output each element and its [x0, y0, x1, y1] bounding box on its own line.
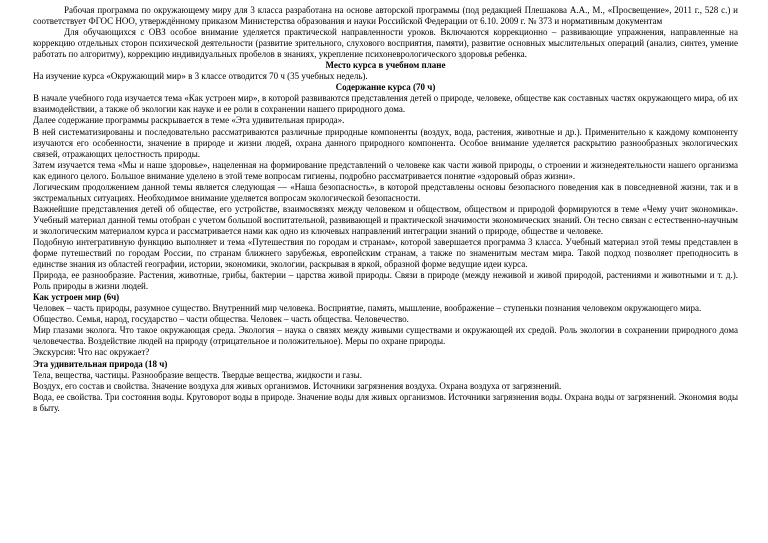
content-paragraph: Логическим продолжением данной темы является следующая — «Наша безопасность», в которой представлены основы безопасного поведения как в повседневной жизни, так и в экстремальных ситуациях. Необходимое внимание уделяется вопросам экологической безопасности.	[33, 181, 738, 203]
content-paragraph: Далее содержание программы раскрывается в теме «Эта удивительная природа».	[33, 115, 345, 126]
course-hours-text: На изучение курса «Окружающий мир» в 3 классе отводится 70 ч (35 учебных недель).	[33, 71, 368, 82]
content-paragraph: Затем изучается тема «Мы и наше здоровье», нацеленная на формирование представлений о человеке как части живой природы, о строении и жизнедеятельности нашего организма как единого целого. Большое внимание уделено в этой теме вопросам гигиены, подробно рассматривается понятие «здоровый образ жизни».	[33, 159, 738, 181]
world-paragraph: Человек – часть природы, разумное существо. Внутренний мир человека. Восприятие, память, мышление, воображение – ступеньки познания человеком окружающего мира.	[33, 303, 702, 314]
world-paragraph: Экскурсия: Что нас окружает?	[33, 347, 150, 358]
content-paragraph: В ней систематизированы и последовательно рассматриваются различные природные компоненты (воздух, вода, растения, животные и др.). Применительно к каждому компоненту изучаются его особенности, значение в природе и жизни людей, охрана данного природного компонента. Особое внимание уделяется раскрытию разнообразных экологических связей, отражающих целостность природы.	[33, 126, 738, 159]
world-paragraph: Общество. Семья, народ, государство – части общества. Человек – часть общества. Человечество.	[33, 314, 409, 325]
nature-paragraph: Воздух, его состав и свойства. Значение воздуха для живых организмов. Источники загрязнения воздуха. Охрана воздуха от загрязнений.	[33, 380, 562, 391]
heading-nature-section: Эта удивительная природа (18 ч)	[33, 358, 168, 369]
document-page	[33, 0, 738, 414]
content-paragraph: В начале учебного года изучается тема «Как устроен мир», в которой развиваются представления детей о природе, человеке, обществе как составных частях окружающего мира, об их взаимодействии, а также об экологии как науке и ее роли в сохранении нашего природного дома.	[33, 93, 738, 115]
world-paragraph: Мир глазами эколога. Что такое окружающая среда. Экология – наука о связях между живыми существами и окружающей их средой. Роль экологии в сохранении природного дома человечества. Воздействие людей на природу (отрицательное и положительное). Меры по охране природы.	[33, 325, 738, 347]
ovz-paragraph: Для обучающихся с ОВЗ особое внимание уделяется практической направленности уроков. Включаются коррекционно – развивающие упражнения, направленные на коррекцию отдельных сторон психической деятельности (развитие зрительного, слухового восприятия, памяти), развитие основных мыслительных операций (анализ, синтез, умение работать по алгоритму), коррекцию индивидуальных пробелов в знаниях, укрепление психоневрологического здоровья ребенка.	[33, 27, 738, 60]
nature-paragraph: Вода, ее свойства. Три состояния воды. Круговорот воды в природе. Значение воды для живых организмов. Источники загрязнения воды. Охрана воды от загрязнений. Экономия воды в быту.	[33, 391, 738, 413]
heading-course-content: Содержание курса (70 ч)	[335, 82, 436, 93]
heading-course-place: Место курса в учебном плане	[325, 60, 446, 71]
nature-paragraph: Тела, вещества, частицы. Разнообразие веществ. Твердые вещества, жидкости и газы.	[33, 369, 362, 380]
heading-world-section: Как устроен мир (6ч)	[33, 292, 120, 303]
content-paragraph: Природа, ее разнообразие. Растения, животные, грибы, бактерии – царства живой природы. Связи в природе (между неживой и живой природой, растениями и животными и т. д.). Роль природы в жизни людей.	[33, 270, 738, 292]
content-paragraph: Подобную интегративную функцию выполняет и тема «Путешествия по городам и странам», которой завершается программа 3 класса. Учебный материал этой темы представлен в форме путешествий по городам России, по странам ближнего зарубежья, европейским странам, а также по знаменитым местам мира. Такой подход позволяет преподносить в единстве знания из областей географии, истории, экономики, экологии, раскрывая в яркой, образной форме ведущие идеи курса.	[33, 236, 738, 270]
intro-paragraph: Рабочая программа по окружающему миру для 3 класса разработана на основе авторской программы (под редакцией Плешакова А.А., М., «Просвещение», 2011 г., 528 с.) и соответствует ФГОС НОО, утверждённому приказом Министерства образования и науки Российской Федерации от 6.10. 2009 г. № 373 и нормативным документам	[33, 5, 738, 27]
content-paragraph: Важнейшие представления детей об обществе, его устройстве, взаимосвязях между человеком и обществом, обществом и природой формируются в теме «Чему учит экономика». Учебный материал данной темы отобран с учетом большой воспитательной, развивающей и практической значимости экономических знаний. Он тесно связан с естественно-научным и экологическим материалом курса и рассматривается нами как одно из ключевых направлений интеграции знаний о природе, обществе и человеке.	[33, 203, 738, 236]
